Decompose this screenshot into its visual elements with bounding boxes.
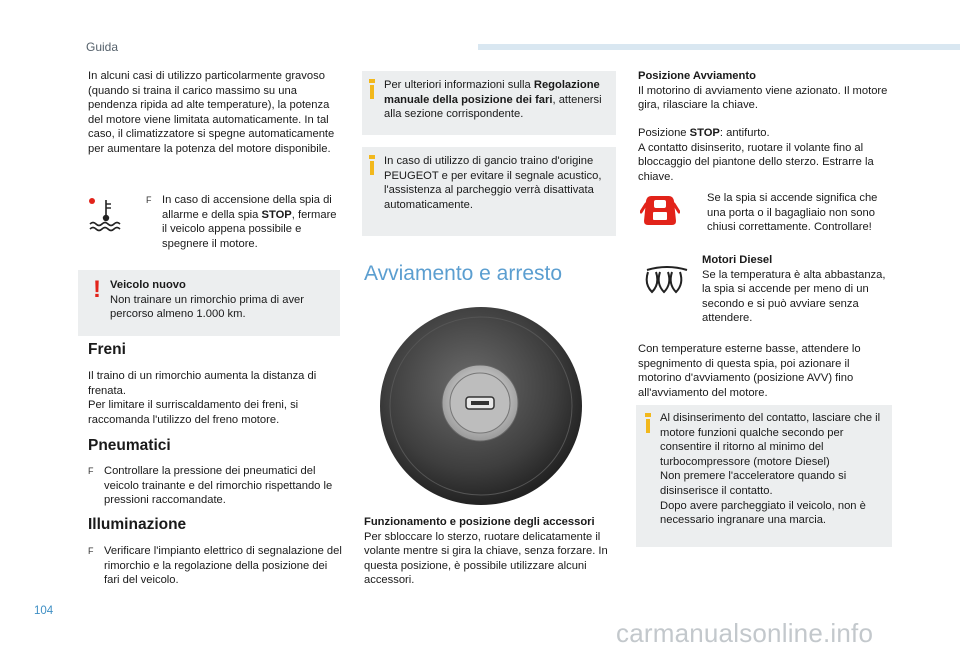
accessori-paragraph: [364, 515, 618, 588]
freni-paragraph: [88, 369, 344, 427]
coolant-temperature-warning-icon: [86, 196, 126, 232]
illuminazione-text: Verificare l'impianto elettrico di segnalazione del rimorchio e la regolazione della posizione dei fari del veicolo.: [104, 545, 342, 587]
info-box-towbar: [362, 147, 616, 236]
heading-freni: Freni: [88, 341, 126, 358]
info-box-turbo: [636, 405, 892, 547]
header-bar: [478, 44, 960, 50]
warning-title: Veicolo nuovo: [110, 279, 186, 291]
diesel-text: Se la temperatura è alta abbastanza, la spia si accende per meno di un secondo e si può avviare senza attendere.: [702, 268, 886, 325]
stop-paragraph: Posizione STOP: antifurto. A contatto disinserito, ruotare il volante fino al bloccaggio del piantone dello sterzo. Estrarre la chiave.: [638, 126, 892, 184]
illuminazione-instruction: [88, 544, 344, 588]
page-number: 104: [34, 605, 54, 617]
bullet-marker: F: [88, 466, 94, 476]
stop-text: A contatto disinserito, ruotare il volante fino al bloccaggio del piantone dello sterzo. Estrarre la chiave.: [638, 141, 874, 183]
freni-line-2: Per limitare il surriscaldamento dei freni, si raccomanda l'utilizzo del freno motore.: [88, 399, 299, 426]
diesel-paragraph: [702, 253, 888, 326]
heading-illuminazione: Illuminazione: [88, 516, 187, 533]
bullet-marker: F: [88, 546, 94, 556]
pneumatici-text: Controllare la pressione dei pneumatici del veicolo trainante e del rimorchio rispettando le pressioni raccomandate.: [104, 465, 333, 507]
info-box-headlamp-text: Per ulteriori informazioni sulla Regolazione manuale della posizione dei fari, attenersi alla sezione corrispondente.: [384, 79, 602, 121]
info-icon: [370, 85, 374, 99]
accessori-text: Per sbloccare lo sterzo, ruotare delicatamente il volante mentre si gira la chiave, senza forzare. In questa posizione, è possibile utilizzare alcuni accessori.: [364, 530, 608, 587]
section-label: Guida: [86, 40, 119, 54]
heading-pneumatici: Pneumatici: [88, 437, 171, 454]
cold-start-paragraph: Con temperature esterne basse, attendere lo spegnimento di questa spia, poi azionare il motorino d'avviamento (posizione AVV) fino all'avviamento del motore.: [638, 343, 861, 399]
alarm-instruction: [146, 193, 342, 251]
info-box-towbar-text: In caso di utilizzo di gancio traino d'origine PEUGEOT e per evitare il segnale acustico, l'assistenza al parcheggio verrà disattivata automaticamente.: [384, 155, 602, 211]
info-icon: [646, 419, 650, 433]
warning-exclamation-icon: !: [93, 276, 101, 303]
avviamento-paragraph: [638, 69, 892, 113]
pneumatici-instruction: [88, 464, 344, 508]
avviamento-text: Il motorino di avviamento viene azionato. Il motore gira, rilasciare la chiave.: [638, 84, 888, 112]
ignition-switch-image: [378, 305, 584, 507]
warning-text: Non trainare un rimorchio prima di aver percorso almeno 1.000 km.: [110, 293, 304, 321]
alarm-text-bold: STOP: [261, 208, 292, 221]
section-title: Avviamento e arresto: [364, 262, 563, 285]
alarm-text-pre: In caso di accensione della spia di allarme e della spia: [162, 194, 332, 221]
bullet-marker: F: [146, 195, 152, 205]
door-open-warning-icon: [640, 190, 680, 230]
info-box-headlamp: [362, 71, 616, 135]
watermark: carmanualsonline.info: [616, 618, 874, 648]
accessori-title: Funzionamento e posizione degli accessori: [364, 516, 595, 528]
preheating-glow-plug-icon: [644, 266, 690, 296]
freni-line-1: Il traino di un rimorchio aumenta la distanza di frenata.: [88, 370, 317, 397]
alarm-text-post: , fermare il veicolo appena possibile e spegnere il motore.: [162, 208, 337, 250]
info-box-turbo-text: Al disinserimento del contatto, lasciare che il motore funzioni qualche secondo per consentire il ritorno al minimo del turbocompressore (motore Diesel) Non premere l'acceleratore quando si disinserisce il contatto. Dopo avere parcheggiato il veicolo, non è necessario ingranare una marcia.: [660, 412, 881, 527]
avviamento-title: Posizione Avviamento: [638, 70, 756, 82]
diesel-title: Motori Diesel: [702, 254, 773, 266]
intro-paragraph: In alcuni casi di utilizzo particolarmente gravoso (quando si traina il carico massimo su una pendenza ripida ad alte temperature), la potenza del motore viene limitata automaticamente. In tal caso, il climatizzatore si spegne automaticamente per aumentare la potenza del motore disponibile.: [88, 70, 335, 155]
info-icon: [370, 161, 374, 175]
door-warning-text: Se la spia si accende significa che una porta o il bagagliaio non sono chiusi correttamente. Controllare!: [707, 192, 878, 234]
warning-box-new-vehicle: [78, 270, 340, 336]
